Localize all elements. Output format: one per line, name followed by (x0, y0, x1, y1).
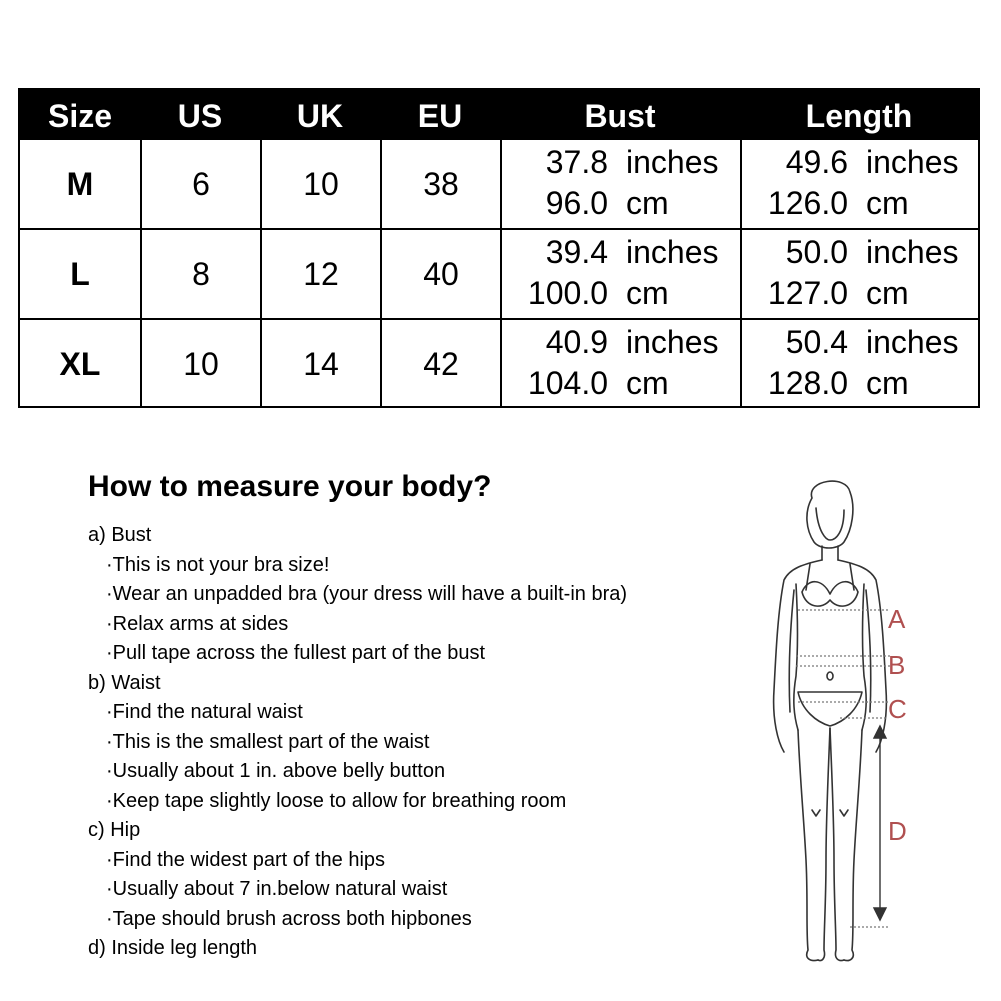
header-us: US (177, 97, 223, 134)
length-cell (740, 140, 978, 228)
guide-item: ·Relax arms at sides (106, 612, 289, 635)
length-cm-value: 128.0 (767, 365, 848, 401)
unit-cm: cm (626, 185, 669, 221)
uk-cell: 14 (260, 320, 380, 408)
eu-cell: 38 (380, 140, 500, 228)
length-cm-value: 126.0 (767, 185, 848, 221)
length-cm-value: 127.0 (767, 275, 848, 311)
bust-inches-value: 40.9 (545, 324, 608, 360)
unit-cm: cm (866, 275, 909, 311)
size-cell: L (70, 255, 90, 292)
bust-cell (500, 230, 740, 318)
length-inches-value: 50.0 (785, 234, 848, 270)
unit-cm: cm (626, 275, 669, 311)
guide-item: ·Wear an unpadded bra (your dress will have a built-in bra) (106, 583, 628, 605)
measuring-guide (88, 521, 627, 964)
section-heading-waist: b) Waist (88, 671, 161, 694)
guide-item: ·Find the natural waist (106, 701, 303, 723)
unit-inches: inches (626, 144, 719, 180)
label-d: D (888, 816, 907, 846)
uk-cell: 12 (260, 230, 380, 318)
bust-cell (500, 140, 740, 228)
unit-cm: cm (866, 185, 909, 221)
header-length: Length (805, 97, 913, 134)
table-header-row (20, 90, 978, 138)
unit-inches: inches (866, 234, 959, 270)
us-cell: 6 (140, 140, 260, 228)
eu-cell: 40 (380, 230, 500, 318)
bust-cm-value: 100.0 (527, 275, 608, 311)
guide-item: ·This is not your bra size! (106, 553, 330, 576)
unit-cm: cm (626, 365, 669, 401)
unit-inches: inches (866, 144, 959, 180)
guide-item: ·Usually about 7 in.below natural waist (106, 878, 448, 900)
bust-inches-value: 37.8 (545, 144, 608, 180)
section-heading-bust: a) Bust (88, 524, 152, 546)
table-row (20, 138, 978, 228)
bust-cm-value: 96.0 (545, 185, 608, 221)
label-b: B (888, 650, 906, 680)
size-chart-table (18, 88, 980, 408)
length-cell (740, 320, 978, 408)
header-bust: Bust (584, 97, 656, 134)
unit-inches: inches (626, 234, 719, 270)
guide-item: ·This is the smallest part of the waist (106, 730, 430, 753)
guide-item: ·Keep tape slightly loose to allow for breathing room (106, 789, 567, 812)
body-outline-illustration (760, 480, 990, 980)
guide-item: ·Tape should brush across both hipbones (106, 907, 472, 930)
label-c: C (888, 694, 907, 724)
table-row (20, 318, 978, 408)
header-eu: EU (417, 97, 463, 134)
us-cell: 10 (140, 320, 260, 408)
guide-item: ·Pull tape across the fullest part of the bust (106, 642, 486, 664)
header-size: Size (47, 97, 113, 134)
section-heading-hip: c) Hip (88, 819, 141, 841)
guide-item: ·Usually about 1 in. above belly button (106, 760, 446, 782)
eu-cell: 42 (380, 320, 500, 408)
bust-inches-value: 39.4 (545, 234, 608, 270)
length-inches-value: 50.4 (785, 324, 848, 360)
unit-cm: cm (866, 365, 909, 401)
size-cell: XL (59, 345, 101, 382)
uk-cell: 10 (260, 140, 380, 228)
section-heading-inside-leg: d) Inside leg length (88, 937, 258, 959)
length-inches-value: 49.6 (785, 144, 848, 180)
label-a: A (888, 604, 906, 634)
unit-inches: inches (626, 324, 719, 360)
guide-title: How to measure your body? (88, 470, 492, 503)
us-cell: 8 (140, 230, 260, 318)
unit-inches: inches (866, 324, 959, 360)
bust-cell (500, 320, 740, 408)
table-row (20, 228, 978, 318)
guide-item: ·Find the widest part of the hips (106, 848, 386, 871)
body-measurement-figure (760, 480, 990, 980)
bust-cm-value: 104.0 (527, 365, 608, 401)
size-cell: M (66, 165, 94, 202)
header-uk: UK (296, 97, 344, 134)
length-cell (740, 230, 978, 318)
